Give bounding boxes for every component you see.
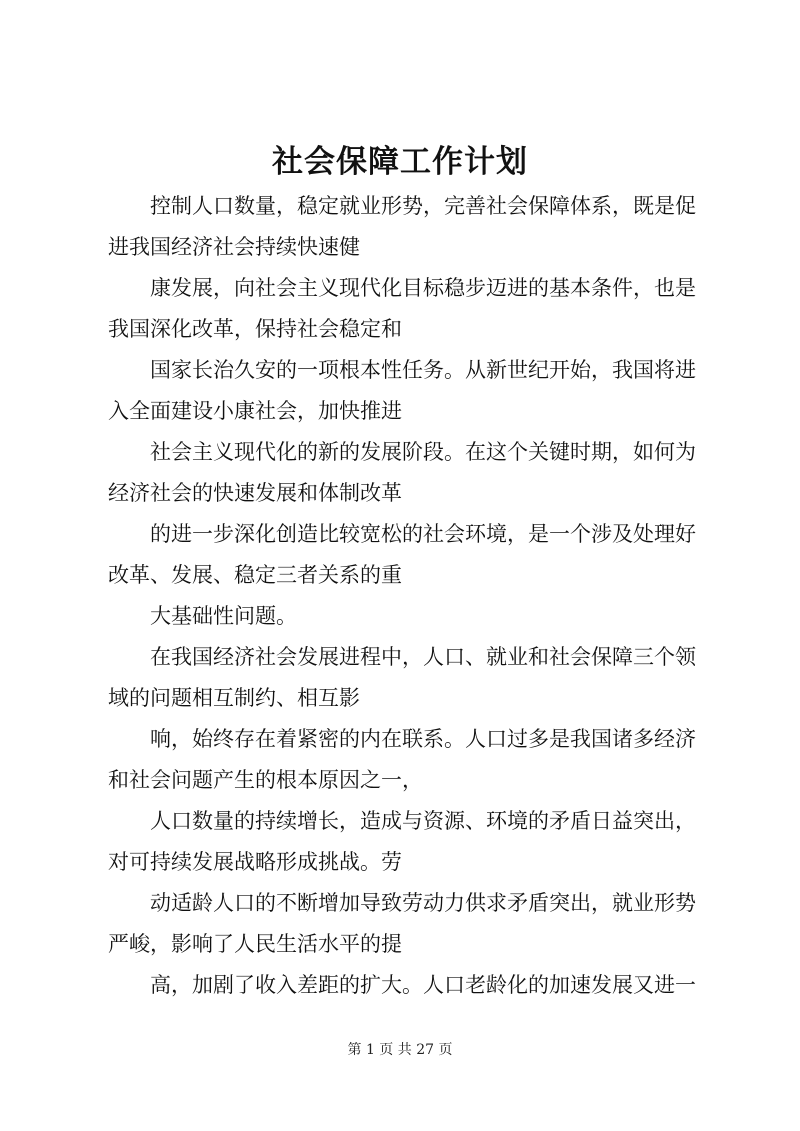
paragraph-line: 我国深化改革，保持社会稳定和	[108, 317, 402, 341]
paragraph-line: 入全面建设小康社会，加快推进	[108, 399, 402, 423]
paragraph-line: 改革、发展、稳定三者关系的重	[108, 563, 402, 587]
document-title: 社会保障工作计划	[272, 144, 528, 180]
paragraph-line: 和社会问题产生的根本原因之一，	[108, 768, 423, 792]
paragraph-line: 经济社会的快速发展和体制改革	[108, 481, 402, 505]
paragraph-line: 控制人口数量，稳定就业形势，完善社会保障体系，既是促	[150, 194, 696, 218]
paragraph-line: 在我国经济社会发展进程中，人口、就业和社会保障三个领	[150, 645, 696, 669]
paragraph-line: 人口数量的持续增长，造成与资源、环境的矛盾日益突出，	[150, 809, 696, 833]
paragraph-line: 动适龄人口的不断增加导致劳动力供求矛盾突出，就业形势	[150, 891, 696, 915]
paragraph-line: 严峻，影响了人民生活水平的提	[108, 932, 402, 956]
paragraph-line: 进我国经济社会持续快速健	[108, 235, 360, 259]
paragraph	[108, 268, 700, 350]
paragraph	[108, 719, 700, 801]
paragraph	[108, 637, 700, 719]
paragraph-line: 高，加剧了收入差距的扩大。人口老龄化的加速发展又进一	[150, 973, 696, 997]
paragraph-line: 大基础性问题。	[150, 604, 297, 628]
paragraph-line: 国家长治久安的一项根本性任务。从新世纪开始，我国将进	[150, 358, 696, 382]
paragraph	[108, 186, 700, 268]
paragraph	[108, 596, 700, 637]
paragraph-line: 域的问题相互制约、相互影	[108, 686, 360, 710]
paragraph-line: 对可持续发展战略形成挑战。劳	[108, 850, 402, 874]
paragraph-line: 的进一步深化创造比较宽松的社会环境，是一个涉及处理好	[150, 522, 696, 546]
paragraph-line: 社会主义现代化的新的发展阶段。在这个关键时期，如何为	[150, 440, 696, 464]
paragraph	[108, 432, 700, 514]
paragraph-line: 康发展，向社会主义现代化目标稳步迈进的基本条件，也是	[150, 276, 696, 300]
paragraph	[108, 350, 700, 432]
paragraph	[108, 801, 700, 883]
paragraph-line: 响，始终存在着紧密的内在联系。人口过多是我国诸多经济	[150, 727, 696, 751]
document-body	[108, 186, 700, 1006]
paragraph	[108, 965, 700, 1006]
paragraph	[108, 514, 700, 596]
page-footer: 第 1 页 共 27 页	[347, 1042, 453, 1058]
paragraph	[108, 883, 700, 965]
